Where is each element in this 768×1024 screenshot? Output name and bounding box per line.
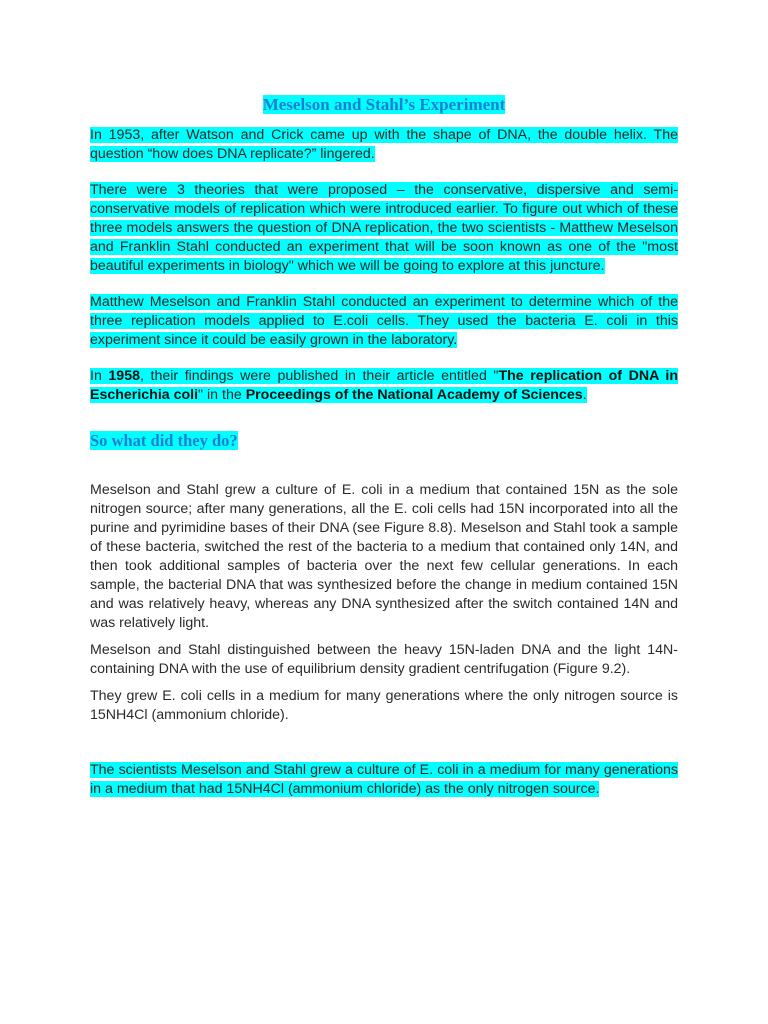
theories-paragraph xyxy=(90,181,678,276)
summary-paragraph xyxy=(90,761,678,799)
body-paragraph-3: They grew E. coli cells in a medium for many generations where the only nitrogen source is 15NH4Cl (ammonium chloride). xyxy=(90,688,678,723)
publication-article-title: The replication of DNA in Escherichia coli xyxy=(90,368,678,403)
intro-text: In 1953, after Watson and Crick came up with the shape of DNA, the double helix. The question “how does DNA replicate?” lingered. xyxy=(90,127,678,162)
publication-paragraph xyxy=(90,367,678,405)
summary-text: The scientists Meselson and Stahl grew a culture of E. coli in a medium for many generations in a medium that had 15NH4Cl (ammonium chloride) as the only nitrogen source. xyxy=(90,762,678,797)
title-text: Meselson and Stahl’s Experiment xyxy=(262,95,506,114)
publication-year: 1958 xyxy=(108,368,140,384)
publication-post: . xyxy=(582,387,587,403)
document-content xyxy=(90,93,678,799)
publication-mid1: , their findings were published in their article entitled " xyxy=(139,368,499,384)
publication-journal: Proceedings of the National Academy of Sciences xyxy=(245,387,583,403)
publication-mid2: " in the xyxy=(198,387,246,403)
intro-paragraph xyxy=(90,126,678,164)
publication-pre: In xyxy=(90,368,109,384)
experiment-text: Matthew Meselson and Franklin Stahl conducted an experiment to determine which of the three replication models applied to E.coli cells. They used the bacteria E. coli in this experiment since it could be easily grown in the laboratory. xyxy=(90,294,678,348)
section-heading xyxy=(90,429,678,453)
publication-text xyxy=(90,368,678,403)
section-heading-text: So what did they do? xyxy=(90,431,238,450)
theories-text: There were 3 theories that were proposed – the conservative, dispersive and semi-conservative models of replication which were introduced earlier. To figure out which of these three models answers the question of DNA replication, the two scientists - Matthew Meselson and Franklin Stahl conducted an experiment that will be soon known as one of the "most beautiful experiments in biology" which we will be going to explore at this juncture. xyxy=(90,182,678,274)
body-paragraph-1: Meselson and Stahl grew a culture of E. coli in a medium that contained 15N as the sole nitrogen source; after many generations, all the E. coli cells had 15N incorporated into all the purine and pyrimidine bases of their DNA (see Figure 8.8). Meselson and Stahl took a sample of these bacteria, switched the rest of the bacteria to a medium that contained only 14N, and then took additional samples of bacteria over the next few cellular generations. In each sample, the bacterial DNA that was synthesized before the change in medium contained 15N and was relatively heavy, whereas any DNA synthesized after the switch contained 14N and was relatively light. xyxy=(90,482,678,631)
document-title xyxy=(90,93,678,117)
body-paragraph-2: Meselson and Stahl distinguished between the heavy 15N-laden DNA and the light 14N-containing DNA with the use of equilibrium density gradient centrifugation (Figure 9.2). xyxy=(90,642,678,677)
experiment-paragraph xyxy=(90,293,678,350)
